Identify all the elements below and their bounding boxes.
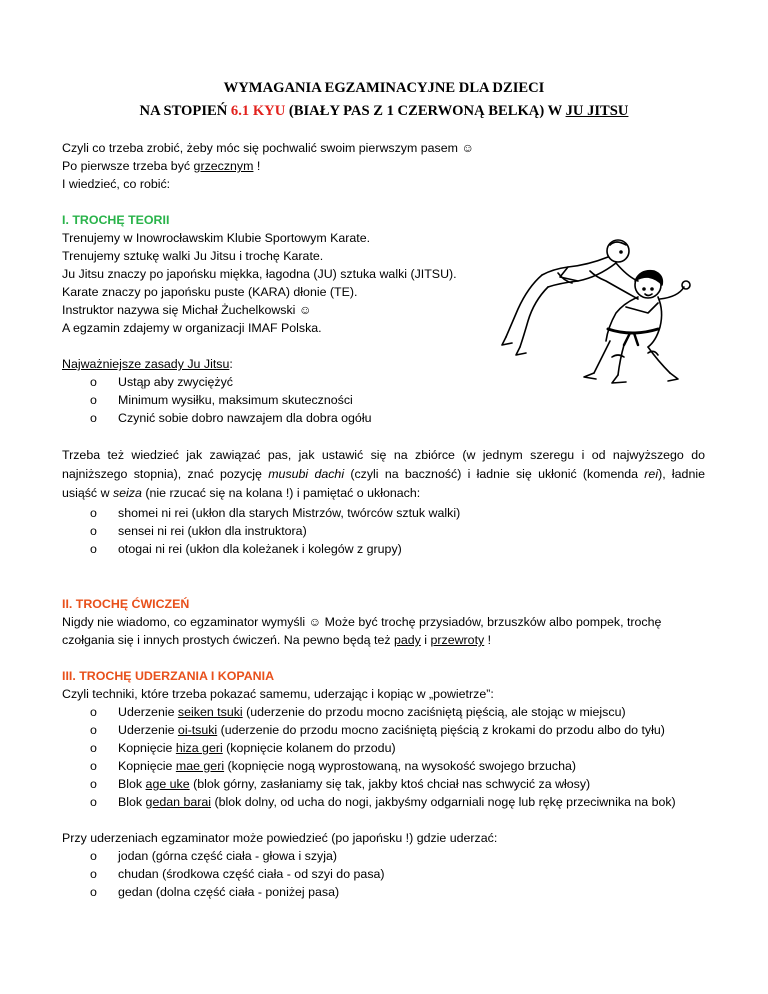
exercise-line-1: Nigdy nie wiadomo, co egzaminator wymyśli ☺ Może być trochę przysiadów, brzuszków albo pompek, trochę bbox=[62, 615, 662, 629]
theory-line: Ju Jitsu znaczy po japońsku miękka, łagodna (JU) sztuka walki (JITSU). bbox=[62, 267, 457, 281]
art-name: JU JITSU bbox=[565, 103, 629, 119]
theory-line: Trenujemy w Inowrocławskim Klubie Sportowym Karate. bbox=[62, 231, 371, 245]
document-page: WYMAGANIA EGZAMINACYJNE DLA DZIECI NA STOPIEŃ 6.1 KYU (BIAŁY PAS Z 1 CZERWONĄ BELKĄ) W JU JITSU Czyli co trzeba zrobić, żeby móc się pochwalić swoim pierwszym pasem ☺ Po pierwsze trzeba być grzecznym ! I wiedzieć, co robić: I. TROCHĘ TEORII Trenujemy w Inowrocławskim Klubie Sportowym Karate. Trenujemy sztukę walki Ju Jitsu i trochę Karate. Ju Jitsu znaczy po japońsku miękka, łagodna (JU) sztuka walki (JITSU). Karate znaczy po japońsku puste (KARA) dłonie (TE). Instruktor nazywa się Michał Żuchelkowski ☺ A egzamin zdajemy w organizacji IMAF Polska. Najważniejsze zasady Ju Jitsu: o Ustąp aby zwyciężyć o Minimum wysiłku, maksimum skuteczności o Czynić sobie dobro nawzajem dla dobra ogółu Trzeba też wiedzieć jak zawiązać pas, jak ustawić się na zbiórce (w jednym szeregu i od najwyższego do najniższego stopnia), znać pozycję musubi dachi (czyli na baczność) i ładnie się ukłonić (komenda rei), ładnie usiąść w seiza (nie rzucać się na kolana !) i pamiętać o ukłonach: o shomei ni rei (ukłon dla starych Mistrzów, twórców sztuk walki) o sensei ni rei (ukłon dla instruktora) o otogai ni rei (ukłon dla koleżanek i kolegów z grupy) II. TROCHĘ ĆWICZEŃ Nigdy nie wiadomo, co egzaminator wymyśli ☺ Może być trochę przysiadów, brzuszków albo pompek, trochę czołgania się i innych prostych ćwiczeń. Na pewno będą też pady i przewroty ! III. TROCHĘ UDERZANIA I KOPANIA Czyli techniki, które trzeba pokazać samemu, uderzając i kopiąc w „powietrze”: o Uderzenie seiken tsuki (uderzenie do przodu mocno zaciśniętą pięścią, ale stojąc w miejscu) o Uderzenie oi-tsuki (uderzenie do przodu mocno zaciśniętą pięścią z krokami do przodu albo do tyłu) o Kopnięcie hiza geri (kopnięcie kolanem do przodu) o Kopnięcie mae geri (kopnięcie nogą wyprostowaną, na wysokość swojego brzucha) o Blok age uke (blok górny, zasłaniamy się tak, jakby ktoś chciał nas schwycić za włosy) o Blok gedan barai (blok dolny, od ucha do nogi, jakbyśmy odgarniali nogę lub rękę przeciwnika na bok) Przy uderzeniach egzaminator może powiedzieć (po japońsku !) gdzie uderzać: o jodan (górna część ciała - głowa i szyja) o chudan (środkowa część ciała - od szyi do pasa) o gedan (dolna część ciała - poniżej pasa) bbox=[0, 0, 768, 994]
targets-intro: Przy uderzeniach egzaminator może powiedzieć (po japońsku !) gdzie uderzać: bbox=[62, 831, 498, 845]
exercise-line-2: czołgania się i innych prostych ćwiczeń. Na pewno będą też pady i przewroty ! bbox=[62, 633, 492, 647]
etiquette-paragraph: Trzeba też wiedzieć jak zawiązać pas, jak ustawić się na zbiórce (w jednym szeregu i od najwyższego do najniższego stopnia), znać pozycję musubi dachi (czyli na baczność) i ładnie się ukłonić (komenda rei), ładnie usiąść w seiza (nie rzucać się na kolana !) i pamiętać o ukłonach: bbox=[62, 448, 705, 500]
rules-heading: Najważniejsze zasady Ju Jitsu: bbox=[62, 357, 233, 371]
intro-line-2: Po pierwsze trzeba być grzecznym ! bbox=[62, 159, 261, 173]
section3-heading: III. TROCHĘ UDERZANIA I KOPANIA bbox=[62, 669, 275, 683]
section2-heading: II. TROCHĘ ĆWICZEŃ bbox=[62, 597, 190, 611]
page-title-line2: NA STOPIEŃ 6.1 KYU (BIAŁY PAS Z 1 CZERWONĄ BELKĄ) W JU JITSU bbox=[139, 103, 629, 119]
theory-line: Trenujemy sztukę walki Ju Jitsu i trochę Karate. bbox=[62, 249, 324, 263]
grade-label: 6.1 KYU bbox=[230, 103, 286, 119]
page-title-line1: WYMAGANIA EGZAMINACYJNE DLA DZIECI bbox=[223, 80, 545, 96]
intro-line-1: Czyli co trzeba zrobić, żeby móc się pochwalić swoim pierwszym pasem ☺ bbox=[62, 141, 475, 155]
section1-heading: I. TROCHĘ TEORII bbox=[62, 213, 170, 227]
techniques-intro: Czyli techniki, które trzeba pokazać samemu, uderzając i kopiąc w „powietrze”: bbox=[62, 687, 494, 701]
intro-line-3: I wiedzieć, co robić: bbox=[62, 177, 171, 191]
theory-line: Karate znaczy po japońsku puste (KARA) dłonie (TE). bbox=[62, 285, 358, 299]
theory-line: A egzamin zdajemy w organizacji IMAF Polska. bbox=[62, 321, 322, 335]
theory-line: Instruktor nazywa się Michał Żuchelkowski ☺ bbox=[62, 303, 312, 317]
judo-throw-kids-drawing-icon bbox=[498, 237, 706, 387]
